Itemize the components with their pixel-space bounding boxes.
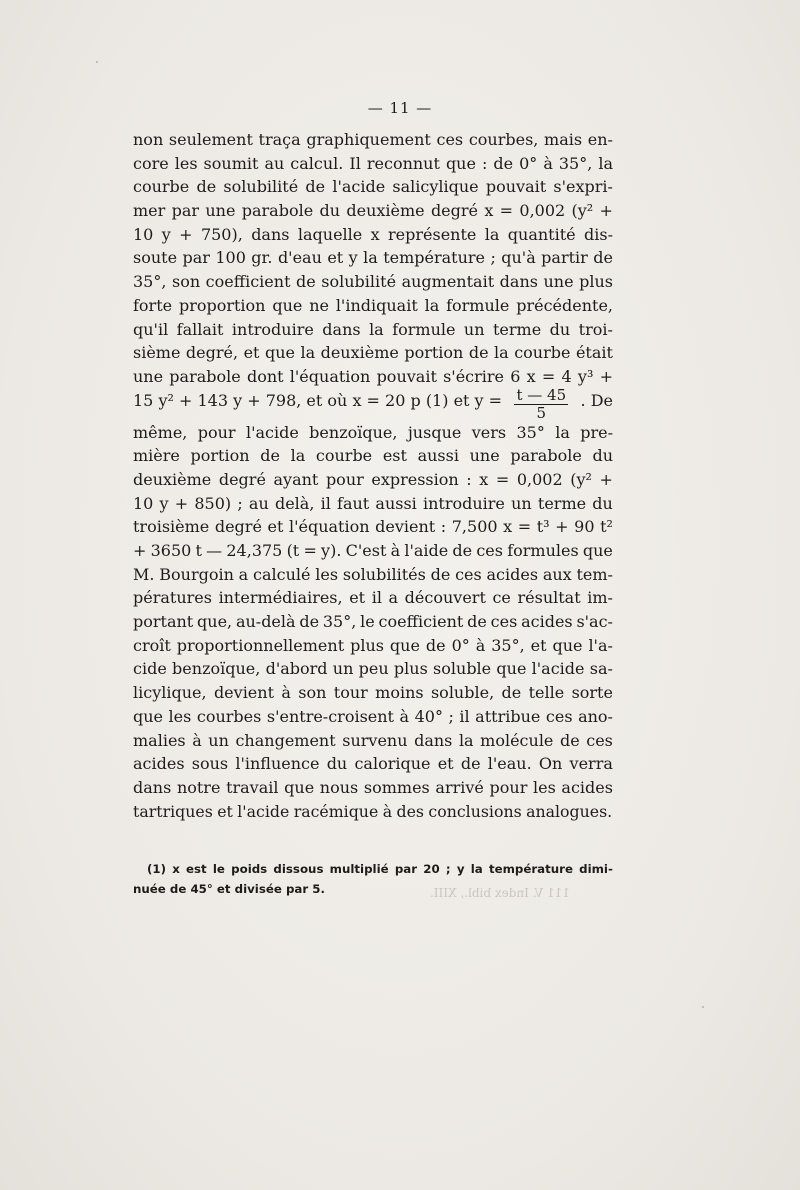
footnote-line: (1) x est le poids dissous multiplié par 20 ; y la température dimi- <box>147 862 613 876</box>
text-line: portant que, au-delà de 35°, le coefficient de ces acides s'ac- <box>133 612 613 632</box>
text-line: mière portion de la courbe est aussi une parabole du <box>133 446 613 466</box>
text-line: mer par une parabole du deuxième degré x = 0,002 (y² + <box>133 201 613 221</box>
page-number: — 11 — <box>367 99 433 117</box>
fraction-line-after: . De <box>580 390 613 410</box>
text-line: core les soumit au calcul. Il reconnut que : de 0° à 35°, la <box>133 153 613 173</box>
paper-speck <box>96 61 98 63</box>
fraction-numerator: t — 45 <box>516 385 567 404</box>
text-line: pératures intermédiaires, et il a découvert ce résultat im- <box>133 588 613 608</box>
fraction <box>514 385 568 422</box>
text-line: troisième degré et l'équation devient : 7,500 x = t³ + 90 t² <box>133 517 613 537</box>
paragraph-bottom <box>133 423 613 826</box>
paper-speck <box>702 1006 704 1008</box>
text-line: M. Bourgoin a calculé les solubilités de ces acides aux tem- <box>133 564 613 584</box>
text-line: 35°, son coefficient de solubilité augmentait dans une plus <box>133 272 613 292</box>
text-line: 10 y + 850) ; au delà, il faut aussi introduire un terme du <box>133 493 613 513</box>
text-line: 10 y + 750), dans laquelle x représente la quantité dis- <box>133 224 613 244</box>
fraction-line <box>133 385 613 423</box>
text-line: que les courbes s'entre-croisent à 40° ; il attribue ces ano- <box>133 706 613 726</box>
text-line: + 3650 t — 24,375 (t = y). C'est à l'aide de ces formules que <box>133 541 613 560</box>
fraction-line-before: 15 y² + 143 y + 798, et où x = 20 p (1) et y = <box>133 390 503 410</box>
text-line: forte proportion que ne l'indiquait la formule précédente, <box>133 295 613 315</box>
text-line: tartriques et l'acide racémique à des conclusions analogues. <box>133 801 613 821</box>
text-line: malies à un changement survenu dans la molécule de ces <box>133 730 613 750</box>
paragraph-top <box>133 130 613 391</box>
fraction-denominator: 5 <box>536 403 547 422</box>
text-line: deuxième degré ayant pour expression : x = 0,002 (y² + <box>133 469 613 489</box>
text-line: qu'il fallait introduire dans la formule un terme du troi- <box>133 319 613 339</box>
footnote-line: nuée de 45° et divisée par 5. <box>133 882 325 896</box>
text-line: non seulement traça graphiquement ces courbes, mais en- <box>133 130 613 149</box>
body-text <box>133 130 613 825</box>
text-line: une parabole dont l'équation pouvait s'écrire 6 x = 4 y³ + <box>133 366 613 386</box>
text-line: même, pour l'acide benzoïque, jusque vers 35° la pre- <box>133 422 613 442</box>
text-line: licylique, devient à son tour moins soluble, de telle sorte <box>133 683 613 703</box>
bleed-through-text: 111 V. Index bibl., XIII. <box>430 886 570 900</box>
text-line: soute par 100 gr. d'eau et y la température ; qu'à partir de <box>133 248 613 268</box>
text-line: acides sous l'influence du calorique et de l'eau. On verra <box>133 754 613 774</box>
text-line: cide benzoïque, d'abord un peu plus soluble que l'acide sa- <box>133 659 613 679</box>
text-line: sième degré, et que la deuxième portion de la courbe était <box>133 343 613 363</box>
text-line: courbe de solubilité de l'acide salicylique pouvait s'expri- <box>133 177 613 197</box>
text-line: croît proportionnellement plus que de 0° à 35°, et que l'a- <box>133 635 613 655</box>
text-line: dans notre travail que nous sommes arrivé pour les acides <box>133 777 613 797</box>
